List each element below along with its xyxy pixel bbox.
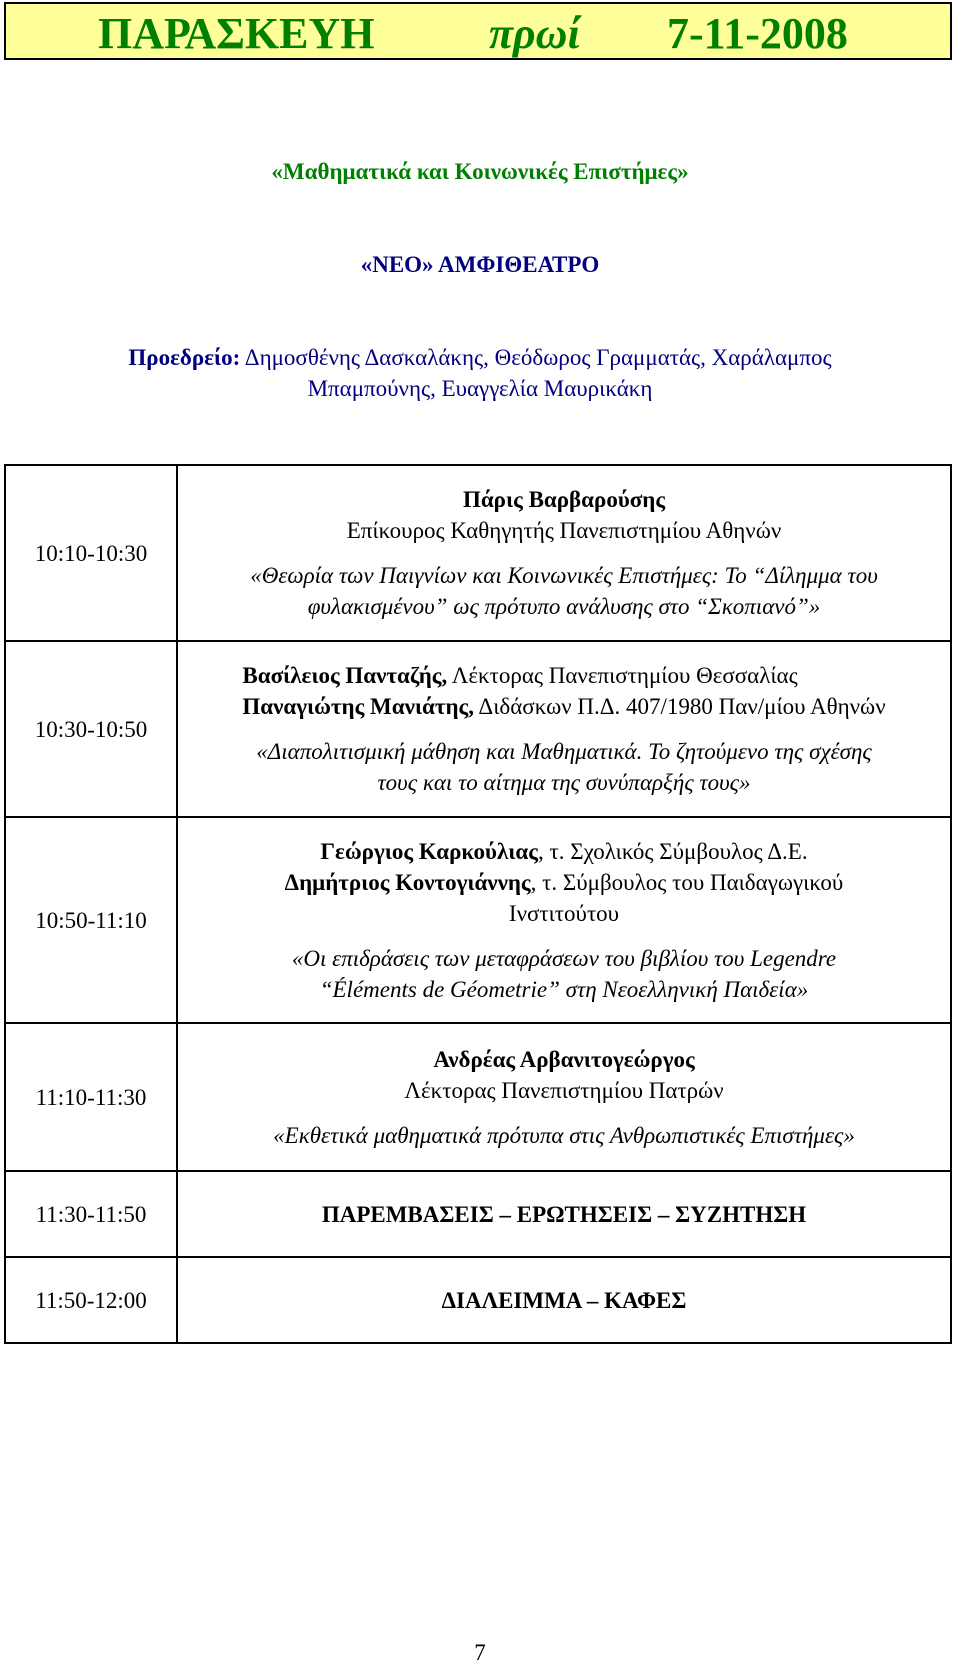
break-label: ΔΙΑΛΕΙΜΜΑ – ΚΑΦΕΣ — [177, 1257, 951, 1343]
talk-cell — [177, 817, 951, 1023]
table-row — [5, 1023, 951, 1171]
banner-period: πρωί — [489, 9, 580, 58]
speaker-affiliation: , τ. Σύμβουλος του Παιδαγωγικού — [530, 869, 844, 895]
chairs-line2: Μπαμπούνης, Ευαγγελία Μαυρικάκη — [307, 376, 653, 401]
chairs-label: Προεδρείο: — [128, 345, 241, 370]
talk-cell — [177, 465, 951, 641]
talk-title-line1: «Θεωρία των Παιγνίων και Κοινωνικές Επιστήμες: Το “Δίλημμα του — [250, 563, 878, 588]
speaker-name: Γεώργιος Καρκούλιας — [320, 838, 538, 864]
time-cell: 10:50-11:10 — [5, 817, 177, 1023]
talk-title-line1: «Εκθετικά μαθηματικά πρότυπα στις Ανθρωπιστικές Επιστήμες» — [273, 1122, 855, 1148]
talk-title-line2: “Éléments de Géometrie” στη Νεοελληνική Παιδεία» — [319, 976, 809, 1002]
table-row — [5, 817, 951, 1023]
break-label: ΠΑΡΕΜΒΑΣΕΙΣ – ΕΡΩΤΗΣΕΙΣ – ΣΥΖΗΤΗΣΗ — [177, 1171, 951, 1257]
chairs — [50, 342, 910, 404]
talk-title-line1: «Διαπολιτισμική μάθηση και Μαθηματικά. Το ζητούμενο της σχέσης — [256, 739, 872, 764]
speaker-name: Ανδρέας Αρβανιτογεώργος — [433, 1046, 695, 1072]
speaker-affiliation: Επίκουρος Καθηγητής Πανεπιστημίου Αθηνών — [346, 518, 782, 543]
talk-title-line2: φυλακισμένου” ως πρότυπο ανάλυσης στο “Σκοπιανό”» — [307, 594, 821, 619]
chairs-line1: Δημοσθένης Δασκαλάκης, Θεόδωρος Γραμματάς, Χαράλαμπος — [244, 345, 832, 370]
day-banner — [4, 2, 952, 60]
speaker-affiliation: , τ. Σχολικός Σύμβουλος Δ.Ε. — [537, 838, 808, 864]
speaker-name: Βασίλειος Πανταζής, — [242, 663, 448, 688]
speaker-affiliation: Λέκτορας Πανεπιστημίου Πατρών — [404, 1077, 724, 1103]
time-cell: 11:50-12:00 — [5, 1257, 177, 1343]
talk-title-line2: τους και το αίτημα της συνύπαρξής τους» — [377, 770, 751, 795]
speaker-name: Πάρις Βαρβαρούσης — [462, 487, 666, 512]
venue: «ΝΕΟ» ΑΜΦΙΘΕΑΤΡΟ — [360, 252, 600, 277]
table-row — [5, 641, 951, 817]
talk-cell — [177, 1023, 951, 1171]
speaker-name: Παναγιώτης Μανιάτης, — [242, 694, 474, 719]
time-cell: 10:30-10:50 — [5, 641, 177, 817]
table-row — [5, 1171, 951, 1257]
speaker-affiliation: Λέκτορας Πανεπιστημίου Θεσσαλίας — [447, 663, 798, 688]
schedule-table — [4, 464, 952, 1344]
table-row — [5, 465, 951, 641]
banner-date: 7-11-2008 — [667, 9, 848, 58]
table-row — [5, 1257, 951, 1343]
banner-day: ΠΑΡΑΣΚΕΥΗ — [98, 9, 375, 58]
speaker-affiliation-cont: Ινστιτούτου — [508, 900, 620, 926]
speaker-affiliation: Διδάσκων Π.Δ. 407/1980 Παν/μίου Αθηνών — [473, 694, 886, 719]
session-title: «Μαθηματικά και Κοινωνικές Επιστήμες» — [271, 159, 689, 184]
time-cell: 11:10-11:30 — [5, 1023, 177, 1171]
time-cell: 10:10-10:30 — [5, 465, 177, 641]
speaker-name: Δημήτριος Κοντογιάννης — [284, 869, 531, 895]
talk-title-line1: «Οι επιδράσεις των μεταφράσεων του βιβλίου του Legendre — [291, 945, 837, 971]
talk-cell — [177, 641, 951, 817]
time-cell: 11:30-11:50 — [5, 1171, 177, 1257]
page-number: 7 — [474, 1640, 486, 1665]
